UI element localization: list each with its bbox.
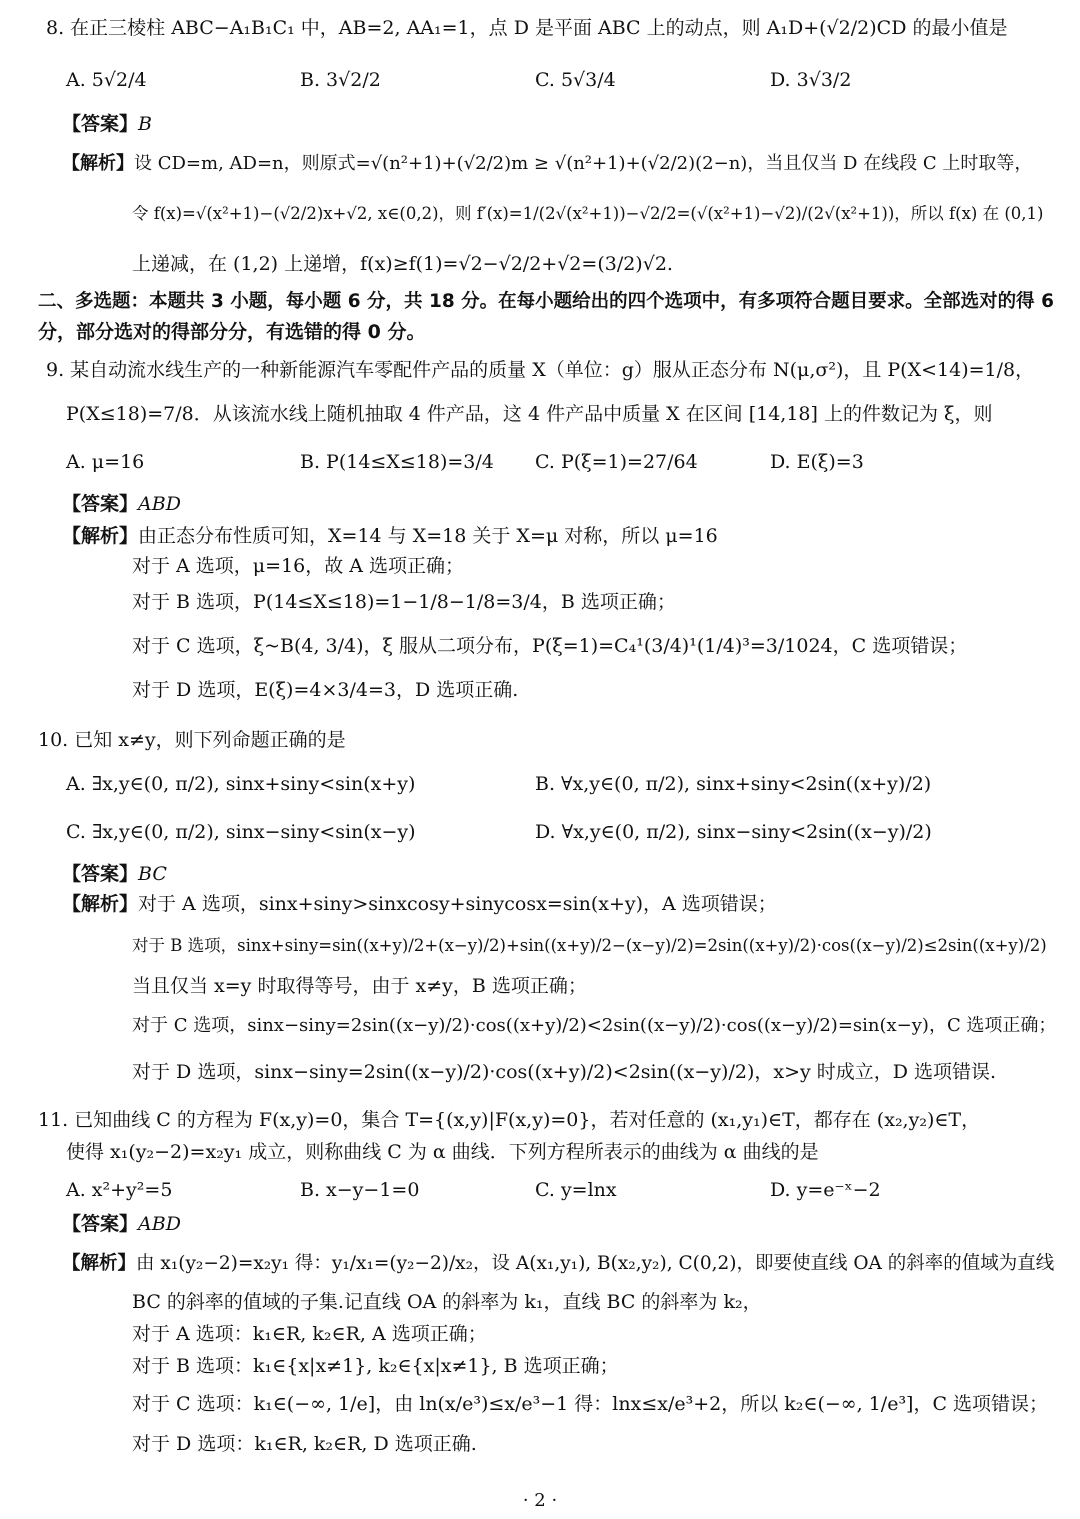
q9-answer xyxy=(62,490,181,518)
q11-stem-2: 使得 x₁(y₂−2)=x₂y₁ 成立，则称曲线 C 为 α 曲线．下列方程所表示的曲线为 α 曲线的是 xyxy=(66,1141,819,1163)
q8-answer-value: B xyxy=(138,113,152,135)
q11-analysis-3: 对于 A 选项：k₁∈R, k₂∈R, A 选项正确； xyxy=(132,1323,487,1345)
q8-option-d: D. 3√3/2 xyxy=(770,69,852,91)
q9-analysis-4: 对于 C 选项，ξ~B(4, 3/4)，ξ 服从二项分布，P(ξ=1)=C₄¹(3/4)¹(1/4)³=3/1024，C 选项错误； xyxy=(132,635,968,657)
q11-analysis-6: 对于 D 选项：k₁∈R, k₂∈R, D 选项正确. xyxy=(132,1433,477,1455)
q9-answer-value: ABD xyxy=(138,493,181,515)
answer-tag: 【答案】 xyxy=(62,1213,139,1235)
q9-analysis-3: 对于 B 选项，P(14≤X≤18)=1−1/8−1/8=3/4，B 选项正确； xyxy=(132,591,676,613)
q9-analysis-text-1: 由正态分布性质可知，X=14 与 X=18 关于 X=μ 对称，所以 μ=16 xyxy=(138,525,718,547)
q8-analysis-text-1: 设 CD=m, AD=n，则原式=√(n²+1)+(√2/2)m ≥ √(n²+1)+(√2/2)(2−n)，当且仅当 D 在线段 C 上时取等， xyxy=(134,153,1033,174)
q9-analysis-1 xyxy=(62,522,718,550)
q8-analysis-3: 上递减，在 (1,2) 上递增，f(x)≥f(1)=√2−√2/2+√2=(3/2)√2. xyxy=(132,253,673,275)
q11-analysis-5: 对于 C 选项：k₁∈(−∞, 1/e]，由 ln(x/e³)≤x/e³−1 得：lnx≤x/e³+2，所以 k₂∈(−∞, 1/e³]，C 选项错误； xyxy=(132,1393,1049,1415)
q10-analysis-1 xyxy=(62,890,777,918)
q11-answer-value: ABD xyxy=(138,1213,181,1235)
q8-stem: 8. 在正三棱柱 ABC−A₁B₁C₁ 中，AB=2, AA₁=1，点 D 是平面 ABC 上的动点，则 A₁D+(√2/2)CD 的最小值是 xyxy=(46,17,1008,39)
analysis-tag: 【解析】 xyxy=(62,1253,137,1274)
q11-option-c: C. y=lnx xyxy=(535,1179,617,1201)
q10-analysis-5: 对于 D 选项，sinx−siny=2sin((x−y)/2)·cos((x+y)/2)<2sin((x−y)/2)，x>y 时成立，D 选项错误. xyxy=(132,1061,997,1083)
q10-stem: 10. 已知 x≠y，则下列命题正确的是 xyxy=(38,729,346,751)
q8-option-b: B. 3√2/2 xyxy=(300,69,381,91)
q11-option-b: B. x−y−1=0 xyxy=(300,1179,420,1201)
q11-stem-1: 11. 已知曲线 C 的方程为 F(x,y)=0，集合 T={(x,y)|F(x,y)=0}，若对任意的 (x₁,y₁)∈T，都存在 (x₂,y₂)∈T， xyxy=(38,1109,981,1131)
answer-tag: 【答案】 xyxy=(62,493,139,515)
q10-answer-value: BC xyxy=(138,863,167,885)
q11-analysis-1 xyxy=(62,1250,1054,1278)
q11-option-a: A. x²+y²=5 xyxy=(66,1179,173,1201)
q10-option-d: D. ∀x,y∈(0, π/2), sinx−siny<2sin((x−y)/2) xyxy=(535,821,932,843)
q8-option-a: A. 5√2/4 xyxy=(66,69,147,91)
q10-option-b: B. ∀x,y∈(0, π/2), sinx+siny<2sin((x+y)/2) xyxy=(535,773,932,795)
q9-option-d: D. E(ξ)=3 xyxy=(770,451,864,473)
answer-tag: 【答案】 xyxy=(62,863,139,885)
q9-analysis-2: 对于 A 选项，μ=16，故 A 选项正确； xyxy=(132,555,465,577)
q9-option-b: B. P(14≤X≤18)=3/4 xyxy=(300,451,494,473)
q10-option-c: C. ∃x,y∈(0, π/2), sinx−siny<sin(x−y) xyxy=(66,821,416,843)
q10-analysis-2: 对于 B 选项，sinx+siny=sin((x+y)/2+(x−y)/2)+sin((x+y)/2−(x−y)/2)=2sin((x+y)/2)·cos((x−y)/2)≤2sin((x+y)/2) xyxy=(132,936,1047,955)
q9-option-a: A. μ=16 xyxy=(66,451,145,473)
q9-analysis-5: 对于 D 选项，E(ξ)=4×3/4=3，D 选项正确. xyxy=(132,679,519,701)
answer-tag: 【答案】 xyxy=(62,113,139,135)
q8-option-c: C. 5√3/4 xyxy=(535,69,616,91)
section2-heading-2: 分，部分选对的得部分分，有选错的得 0 分。 xyxy=(38,321,426,343)
q10-analysis-3: 当且仅当 x=y 时取得等号，由于 x≠y，B 选项正确； xyxy=(132,975,587,997)
page-number: · 2 · xyxy=(522,1490,558,1511)
q10-answer xyxy=(62,860,167,888)
q10-analysis-text-1: 对于 A 选项，sinx+siny>sinxcosy+sinycosx=sin(x+y)，A 选项错误； xyxy=(138,893,777,915)
q11-analysis-4: 对于 B 选项：k₁∈{x|x≠1}, k₂∈{x|x≠1}, B 选项正确； xyxy=(132,1355,619,1377)
analysis-tag: 【解析】 xyxy=(62,153,134,174)
analysis-tag: 【解析】 xyxy=(62,525,139,547)
q10-analysis-4: 对于 C 选项，sinx−siny=2sin((x−y)/2)·cos((x+y)/2)<2sin((x−y)/2)·cos((x−y)/2)=sin(x−y)，C 选项正确； xyxy=(132,1015,1057,1036)
q10-option-a: A. ∃x,y∈(0, π/2), sinx+siny<sin(x+y) xyxy=(66,773,416,795)
section2-heading-1: 二、多选题：本题共 3 小题，每小题 6 分，共 18 分。在每小题给出的四个选项中，有多项符合题目要求。全部选对的得 6 xyxy=(38,291,1054,312)
q8-analysis-1 xyxy=(62,150,1032,178)
q9-option-c: C. P(ξ=1)=27/64 xyxy=(535,451,698,473)
q11-analysis-2: BC 的斜率的值域的子集.记直线 OA 的斜率为 k₁，直线 BC 的斜率为 k₂， xyxy=(132,1291,762,1313)
q9-stem-2: P(X≤18)=7/8．从该流水线上随机抽取 4 件产品，这 4 件产品中质量 X 在区间 [14,18] 上的件数记为 ξ，则 xyxy=(66,403,993,425)
q11-analysis-text-1: 由 x₁(y₂−2)=x₂y₁ 得：y₁/x₁=(y₂−2)/x₂，设 A(x₁,y₁), B(x₂,y₂), C(0,2)，即要使直线 OA 的斜率的值域为直线 xyxy=(136,1253,1055,1274)
q11-option-d: D. y=e⁻ˣ−2 xyxy=(770,1179,881,1201)
analysis-tag: 【解析】 xyxy=(62,893,139,915)
q11-answer xyxy=(62,1210,181,1238)
q8-analysis-2: 令 f(x)=√(x²+1)−(√2/2)x+√2, x∈(0,2)，则 f′(x)=1/(2√(x²+1))−√2/2=(√(x²+1)−√2)/(2√(x²+1))，所以 f(x) 在 (0,1) xyxy=(132,204,1044,223)
q8-answer xyxy=(62,110,152,138)
q9-stem-1: 9. 某自动流水线生产的一种新能源汽车零配件产品的质量 X（单位：g）服从正态分布 N(μ,σ²)，且 P(X<14)=1/8， xyxy=(46,359,1035,381)
